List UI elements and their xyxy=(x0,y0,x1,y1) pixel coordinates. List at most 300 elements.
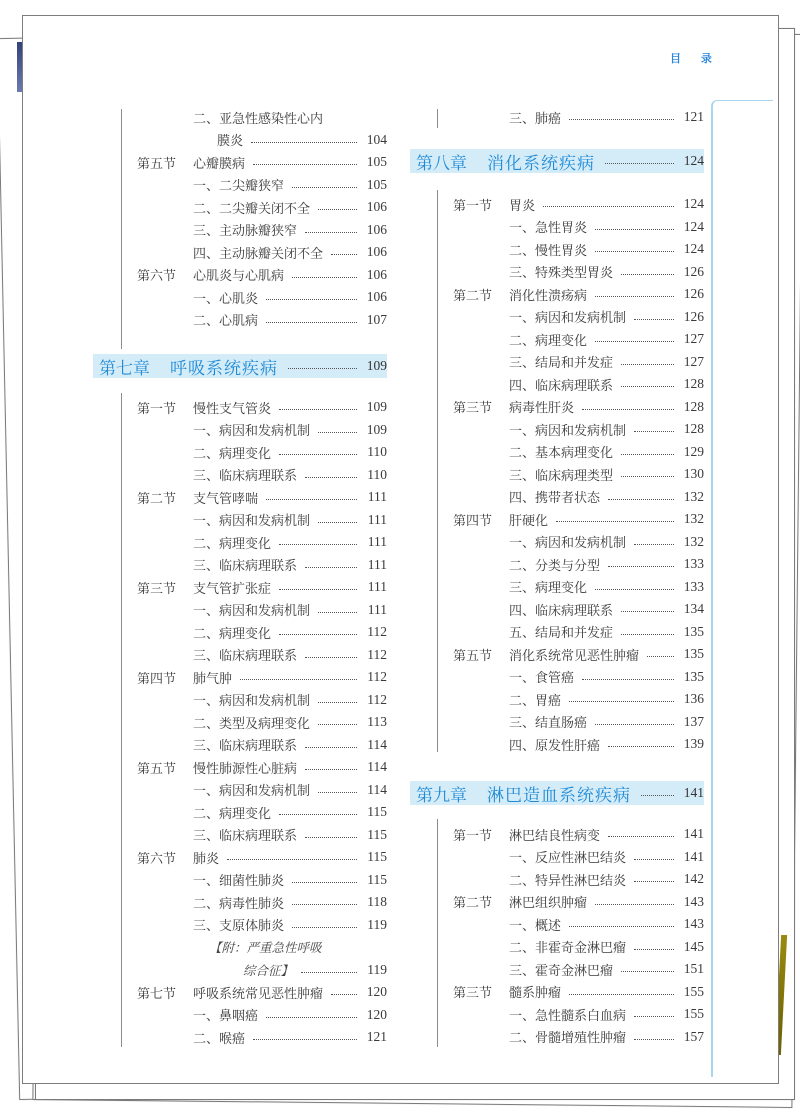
toc-item-row[interactable] xyxy=(137,599,387,621)
entry-title: 一、急性胃炎 xyxy=(509,221,588,236)
dot-leader xyxy=(240,678,357,680)
page-number: 157 xyxy=(683,1028,704,1044)
dot-leader xyxy=(608,565,674,567)
toc-section-row[interactable] xyxy=(137,151,387,173)
dot-leader xyxy=(621,633,674,635)
dot-leader xyxy=(318,208,357,210)
toc-item-row[interactable] xyxy=(453,418,704,440)
entry-title: 三、霍奇金淋巴瘤 xyxy=(509,963,614,979)
page-number: 111 xyxy=(367,534,387,549)
page-number: 112 xyxy=(367,646,387,662)
page-number: 115 xyxy=(367,871,387,887)
entry-title: 肺炎 xyxy=(193,851,220,867)
toc-item-row[interactable] xyxy=(137,196,387,218)
page-number: 106 xyxy=(366,221,387,237)
dot-leader xyxy=(279,543,357,545)
toc-item-row[interactable] xyxy=(137,419,387,441)
dot-leader xyxy=(266,321,357,323)
dot-leader xyxy=(305,746,357,748)
entry-title: 二、病理变化 xyxy=(193,806,272,822)
section-label: 第六节 xyxy=(137,269,177,284)
toc-section-row[interactable] xyxy=(137,264,387,286)
toc-item-row[interactable] xyxy=(453,373,704,395)
entry-title: 三、肺癌 xyxy=(509,111,562,127)
chapter-heading[interactable] xyxy=(410,781,704,805)
toc-section-row[interactable] xyxy=(137,846,387,868)
page-number: 145 xyxy=(683,938,704,954)
page-number: 115 xyxy=(367,804,387,819)
entry-title: 五、结局和并发症 xyxy=(509,626,614,641)
side-bracket-decoration xyxy=(711,100,773,1077)
page-number: 104 xyxy=(366,131,387,147)
toc-item-row[interactable] xyxy=(137,219,387,241)
entry-title: 消化性溃疡病 xyxy=(509,288,588,304)
section-label: 第三节 xyxy=(453,986,493,1001)
toc-item-row[interactable] xyxy=(137,711,387,733)
entry-title: 二、心肌病 xyxy=(193,314,259,329)
toc-section-row[interactable] xyxy=(137,981,387,1003)
section-label: 第二节 xyxy=(453,288,493,304)
toc-item-row[interactable] xyxy=(137,689,387,711)
page-number: 112 xyxy=(367,624,387,639)
page-number: 109 xyxy=(366,399,387,414)
page-number: 155 xyxy=(683,1006,704,1021)
toc-item-row[interactable] xyxy=(453,531,704,553)
toc-item-row[interactable] xyxy=(453,463,704,485)
dot-leader xyxy=(318,521,357,523)
dot-leader xyxy=(647,655,674,657)
entry-title: 一、病因和发病机制 xyxy=(193,604,311,619)
page-number: 121 xyxy=(683,109,704,124)
dot-leader xyxy=(543,205,674,207)
toc-item-row[interactable] xyxy=(137,129,387,151)
toc-item-row[interactable] xyxy=(137,801,387,823)
page-number: 110 xyxy=(367,466,387,482)
dot-leader xyxy=(305,231,357,233)
page-number: 127 xyxy=(683,353,704,369)
toc-item-row[interactable] xyxy=(137,1026,387,1048)
dot-leader xyxy=(634,543,674,545)
chapter-number: 第九章 xyxy=(416,785,467,806)
toc-item-row[interactable] xyxy=(137,621,387,643)
page-number: 137 xyxy=(683,713,704,729)
dot-leader xyxy=(634,1038,674,1040)
page-number: 114 xyxy=(367,759,387,774)
dot-leader xyxy=(288,367,357,369)
entry-title: 四、主动脉瓣关闭不全 xyxy=(193,246,324,262)
section-label: 第四节 xyxy=(453,513,493,529)
entry-title: 慢性肺源性心脏病 xyxy=(193,761,298,777)
page-number: 111 xyxy=(367,489,387,504)
toc-item-row[interactable] xyxy=(137,1004,387,1026)
page-number: 127 xyxy=(683,331,704,346)
entry-title: 四、临床病理联系 xyxy=(509,378,614,394)
toc-item-row[interactable] xyxy=(453,621,704,643)
toc-item-row[interactable] xyxy=(453,441,704,463)
dot-leader xyxy=(582,678,674,680)
entry-title: 一、概述 xyxy=(509,918,562,934)
page-number: 111 xyxy=(367,511,387,527)
dot-leader xyxy=(279,453,357,455)
dot-leader xyxy=(305,836,357,838)
page-number: 151 xyxy=(683,961,704,976)
page-number: 119 xyxy=(367,961,387,977)
toc-item-row[interactable] xyxy=(453,328,704,350)
page-number: 105 xyxy=(366,176,387,192)
dot-leader xyxy=(279,588,357,590)
page-number: 128 xyxy=(683,421,704,436)
toc-item-row[interactable] xyxy=(453,106,704,128)
section-label: 第一节 xyxy=(453,198,493,214)
entry-title: 二、特异性淋巴结炎 xyxy=(509,873,627,889)
dot-leader xyxy=(634,318,674,320)
page-number: 135 xyxy=(683,668,704,684)
toc-section-row[interactable] xyxy=(137,666,387,688)
page-number: 124 xyxy=(683,241,704,256)
toc-item-row[interactable] xyxy=(137,734,387,756)
dot-leader xyxy=(634,430,674,432)
entry-title: 二、胃癌 xyxy=(509,693,562,709)
entry-title: 慢性支气管炎 xyxy=(193,401,272,417)
entry-title: 二、分类与分型 xyxy=(509,558,601,574)
page-number: 111 xyxy=(367,601,387,617)
toc-item-row[interactable] xyxy=(137,174,387,196)
entry-title: 一、二尖瓣狭窄 xyxy=(193,179,285,194)
toc-section-row[interactable] xyxy=(453,891,704,913)
dot-leader xyxy=(608,498,674,500)
dot-leader xyxy=(318,611,357,613)
toc-section-row[interactable] xyxy=(453,193,704,215)
entry-title: 一、鼻咽癌 xyxy=(193,1009,259,1024)
page-number: 126 xyxy=(683,308,704,324)
entry-title: 三、临床病理类型 xyxy=(509,468,614,484)
section-label: 第三节 xyxy=(137,581,177,597)
entry-title: 四、携带者状态 xyxy=(509,491,601,506)
page-number: 110 xyxy=(367,444,387,459)
dot-leader xyxy=(569,925,674,927)
entry-title: 二、病理变化 xyxy=(193,446,272,462)
dot-leader xyxy=(301,971,357,973)
toc-item-row[interactable] xyxy=(137,241,387,263)
dot-leader xyxy=(292,186,357,188)
toc-section-row[interactable] xyxy=(137,486,387,508)
dot-leader xyxy=(318,723,357,725)
chapter-heading[interactable] xyxy=(93,354,387,378)
page-number: 135 xyxy=(683,623,704,639)
entry-title: 一、病因和发病机制 xyxy=(193,514,311,529)
entry-title: 三、主动脉瓣狭窄 xyxy=(193,224,298,239)
entry-title: 四、临床病理联系 xyxy=(509,603,614,619)
entry-title: 呼吸系统常见恶性肿瘤 xyxy=(193,986,324,1002)
chapter-number: 第八章 xyxy=(416,153,467,174)
page-number: 128 xyxy=(683,398,704,414)
entry-title: 综合征】 xyxy=(243,962,294,978)
entry-title: 二、类型及病理变化 xyxy=(193,716,311,732)
toc-section-row[interactable] xyxy=(137,756,387,778)
page-number: 128 xyxy=(683,376,704,391)
page-number: 141 xyxy=(683,826,704,841)
toc-section-row[interactable] xyxy=(453,981,704,1003)
entry-title: 三、临床病理联系 xyxy=(193,829,298,844)
toc-item-row[interactable] xyxy=(453,958,704,980)
section-label: 第二节 xyxy=(137,491,177,507)
entry-title: 一、病因和发病机制 xyxy=(193,694,311,709)
entry-title: 一、病因和发病机制 xyxy=(509,311,627,326)
section-label: 第五节 xyxy=(137,761,177,777)
section-label: 第一节 xyxy=(137,401,177,417)
dot-leader xyxy=(266,498,357,500)
entry-title: 消化系统常见恶性肿瘤 xyxy=(509,648,640,664)
toc-item-row[interactable] xyxy=(137,891,387,913)
toc-item-row[interactable] xyxy=(137,509,387,531)
chapter-title: 淋巴造血系统疾病 xyxy=(487,785,631,806)
toc-item-row[interactable] xyxy=(137,644,387,666)
section-rule xyxy=(437,190,438,752)
dot-leader xyxy=(621,453,674,455)
dot-leader xyxy=(266,1016,357,1018)
toc-item-row[interactable] xyxy=(137,554,387,576)
toc-item-row[interactable] xyxy=(453,936,704,958)
dot-leader xyxy=(318,431,357,433)
page-number: 113 xyxy=(367,714,387,729)
dot-leader xyxy=(292,881,357,883)
toc-section-row[interactable] xyxy=(453,643,704,665)
dot-leader xyxy=(595,588,674,590)
section-rule xyxy=(121,109,122,349)
dot-leader xyxy=(595,250,674,252)
toc-item-row[interactable] xyxy=(137,959,387,981)
dot-leader xyxy=(608,745,674,747)
page-number: 126 xyxy=(683,263,704,279)
toc-item-row[interactable] xyxy=(137,106,387,128)
dot-leader xyxy=(569,118,674,120)
page-number: 114 xyxy=(367,781,387,797)
page-number: 106 xyxy=(366,266,387,282)
dot-leader xyxy=(621,475,674,477)
dot-leader xyxy=(641,794,674,796)
dot-leader xyxy=(621,273,674,275)
page-number: 120 xyxy=(366,984,387,999)
running-header: 目 录 xyxy=(670,52,720,65)
page-number: 141 xyxy=(683,785,704,800)
entry-title: 三、特殊类型胃炎 xyxy=(509,266,614,281)
toc-item-row[interactable] xyxy=(453,216,704,238)
page-number: 141 xyxy=(683,848,704,864)
toc-item-row[interactable] xyxy=(453,261,704,283)
page-number: 132 xyxy=(683,488,704,504)
page-number: 129 xyxy=(683,443,704,459)
toc-section-row[interactable] xyxy=(453,508,704,530)
entry-title: 支气管扩张症 xyxy=(193,581,272,597)
entry-title: 膜炎 xyxy=(217,134,244,149)
toc-page xyxy=(22,15,779,1084)
page-number: 112 xyxy=(367,691,387,707)
section-label: 第七节 xyxy=(137,986,177,1002)
toc-section-row[interactable] xyxy=(453,823,704,845)
entry-title: 肝硬化 xyxy=(509,513,549,529)
page-number: 130 xyxy=(683,466,704,481)
page-number: 135 xyxy=(683,646,704,661)
dot-leader xyxy=(621,610,674,612)
section-label: 第五节 xyxy=(453,648,493,664)
chapter-title: 消化系统疾病 xyxy=(487,153,595,174)
dot-leader xyxy=(292,926,357,928)
dot-leader xyxy=(605,162,674,164)
entry-title: 二、病毒性肺炎 xyxy=(193,896,285,912)
toc-item-row[interactable] xyxy=(137,936,387,958)
entry-title: 二、非霍奇金淋巴瘤 xyxy=(509,941,627,956)
entry-title: 一、病因和发病机制 xyxy=(509,423,627,439)
dot-leader xyxy=(595,903,674,905)
page-number: 119 xyxy=(367,916,387,932)
toc-item-row[interactable] xyxy=(137,914,387,936)
toc-item-row[interactable] xyxy=(453,666,704,688)
entry-title: 髓系肿瘤 xyxy=(509,986,562,1001)
page-number: 133 xyxy=(683,578,704,594)
toc-item-row[interactable] xyxy=(453,598,704,620)
entry-title: 一、心肌炎 xyxy=(193,291,259,307)
dot-leader xyxy=(318,701,357,703)
entry-title: 一、病因和发病机制 xyxy=(193,424,311,439)
toc-item-row[interactable] xyxy=(137,824,387,846)
dot-leader xyxy=(569,993,674,995)
dot-leader xyxy=(279,813,357,815)
page-number: 155 xyxy=(683,983,704,999)
toc-item-row[interactable] xyxy=(137,464,387,486)
dot-leader xyxy=(227,858,357,860)
entry-title: 二、二尖瓣关闭不全 xyxy=(193,201,311,217)
chapter-heading[interactable] xyxy=(410,149,704,173)
entry-title: 一、食管癌 xyxy=(509,671,575,686)
page-number: 106 xyxy=(366,199,387,214)
page-number: 111 xyxy=(367,579,387,594)
section-label: 第四节 xyxy=(137,671,177,687)
toc-item-row[interactable] xyxy=(453,868,704,890)
page-number: 109 xyxy=(366,421,387,437)
page-number: 115 xyxy=(367,826,387,842)
dot-leader xyxy=(331,253,357,255)
page-number: 107 xyxy=(366,311,387,327)
section-label: 第二节 xyxy=(453,896,493,911)
entry-title: 二、喉癌 xyxy=(193,1031,246,1047)
entry-title: 三、临床病理联系 xyxy=(193,739,298,754)
toc-item-row[interactable] xyxy=(453,351,704,373)
page-number: 124 xyxy=(683,153,704,168)
entry-title: 肺气肿 xyxy=(193,671,233,687)
toc-item-row[interactable] xyxy=(137,531,387,553)
entry-title: 一、反应性淋巴结炎 xyxy=(509,851,627,866)
page-number: 111 xyxy=(367,556,387,572)
page-number: 106 xyxy=(366,244,387,259)
toc-section-row[interactable] xyxy=(137,576,387,598)
page-number: 143 xyxy=(683,893,704,909)
toc-item-row[interactable] xyxy=(453,576,704,598)
entry-title: 胃炎 xyxy=(509,198,536,214)
toc-item-row[interactable] xyxy=(453,1003,704,1025)
entry-title: 二、病理变化 xyxy=(193,536,272,552)
page-number: 136 xyxy=(683,691,704,706)
toc-item-row[interactable] xyxy=(453,846,704,868)
entry-title: 支气管哮喘 xyxy=(193,491,259,507)
entry-title: 二、基本病理变化 xyxy=(509,446,614,461)
dot-leader xyxy=(305,476,357,478)
section-label: 第五节 xyxy=(137,156,177,172)
entry-title: 心肌炎与心肌病 xyxy=(193,269,285,284)
entry-title: 三、临床病理联系 xyxy=(193,559,298,574)
page-number: 133 xyxy=(683,556,704,571)
dot-leader xyxy=(634,858,674,860)
dot-leader xyxy=(595,340,674,342)
toc-item-row[interactable] xyxy=(453,553,704,575)
entry-title: 病毒性肝炎 xyxy=(509,401,575,416)
toc-item-row[interactable] xyxy=(453,1026,704,1048)
entry-title: 二、病理变化 xyxy=(193,626,272,642)
dot-leader xyxy=(331,993,357,995)
toc-item-row[interactable] xyxy=(453,238,704,260)
dot-leader xyxy=(305,656,357,658)
entry-title: 一、细菌性肺炎 xyxy=(193,874,285,889)
page-number: 118 xyxy=(367,894,387,909)
dot-leader xyxy=(253,163,357,165)
toc-item-row[interactable] xyxy=(137,286,387,308)
toc-section-row[interactable] xyxy=(453,283,704,305)
dot-leader xyxy=(621,970,674,972)
section-label: 第三节 xyxy=(453,401,493,416)
entry-title: 三、临床病理联系 xyxy=(193,469,298,484)
entry-title: 一、急性髓系白血病 xyxy=(509,1008,627,1024)
dot-leader xyxy=(582,408,674,410)
dot-leader xyxy=(251,141,357,143)
page-number: 132 xyxy=(683,511,704,526)
toc-item-row[interactable] xyxy=(137,309,387,331)
entry-title: 心瓣膜病 xyxy=(193,156,246,172)
section-rule xyxy=(437,109,438,128)
entry-title: 三、临床病理联系 xyxy=(193,649,298,664)
dot-leader xyxy=(634,948,674,950)
page-number: 115 xyxy=(367,849,387,864)
page-number: 143 xyxy=(683,916,704,931)
toc-item-row[interactable] xyxy=(137,779,387,801)
toc-item-row[interactable] xyxy=(137,869,387,891)
entry-title: 二、亚急性感染性心内 xyxy=(193,111,324,127)
toc-item-row[interactable] xyxy=(453,733,704,755)
toc-item-row[interactable] xyxy=(137,441,387,463)
entry-title: 三、支原体肺炎 xyxy=(193,919,285,934)
entry-title: 一、病因和发病机制 xyxy=(509,536,627,551)
toc-item-row[interactable] xyxy=(453,486,704,508)
entry-title: 淋巴组织肿瘤 xyxy=(509,896,588,911)
toc-item-row[interactable] xyxy=(453,688,704,710)
toc-item-row[interactable] xyxy=(453,913,704,935)
toc-section-row[interactable] xyxy=(137,396,387,418)
entry-title: 四、原发性肝癌 xyxy=(509,738,601,754)
dot-leader xyxy=(621,385,674,387)
entry-title: 【附：严重急性呼吸 xyxy=(209,940,322,955)
toc-item-row[interactable] xyxy=(453,306,704,328)
dot-leader xyxy=(318,791,357,793)
dot-leader xyxy=(305,768,357,770)
toc-section-row[interactable] xyxy=(453,396,704,418)
dot-leader xyxy=(608,835,674,837)
dot-leader xyxy=(253,1038,357,1040)
dot-leader xyxy=(266,298,357,300)
section-label: 第六节 xyxy=(137,851,177,867)
page-number: 134 xyxy=(683,601,704,616)
page-number: 139 xyxy=(683,736,704,751)
page-number: 121 xyxy=(366,1029,387,1044)
entry-title: 三、结直肠癌 xyxy=(509,716,588,731)
toc-item-row[interactable] xyxy=(453,711,704,733)
